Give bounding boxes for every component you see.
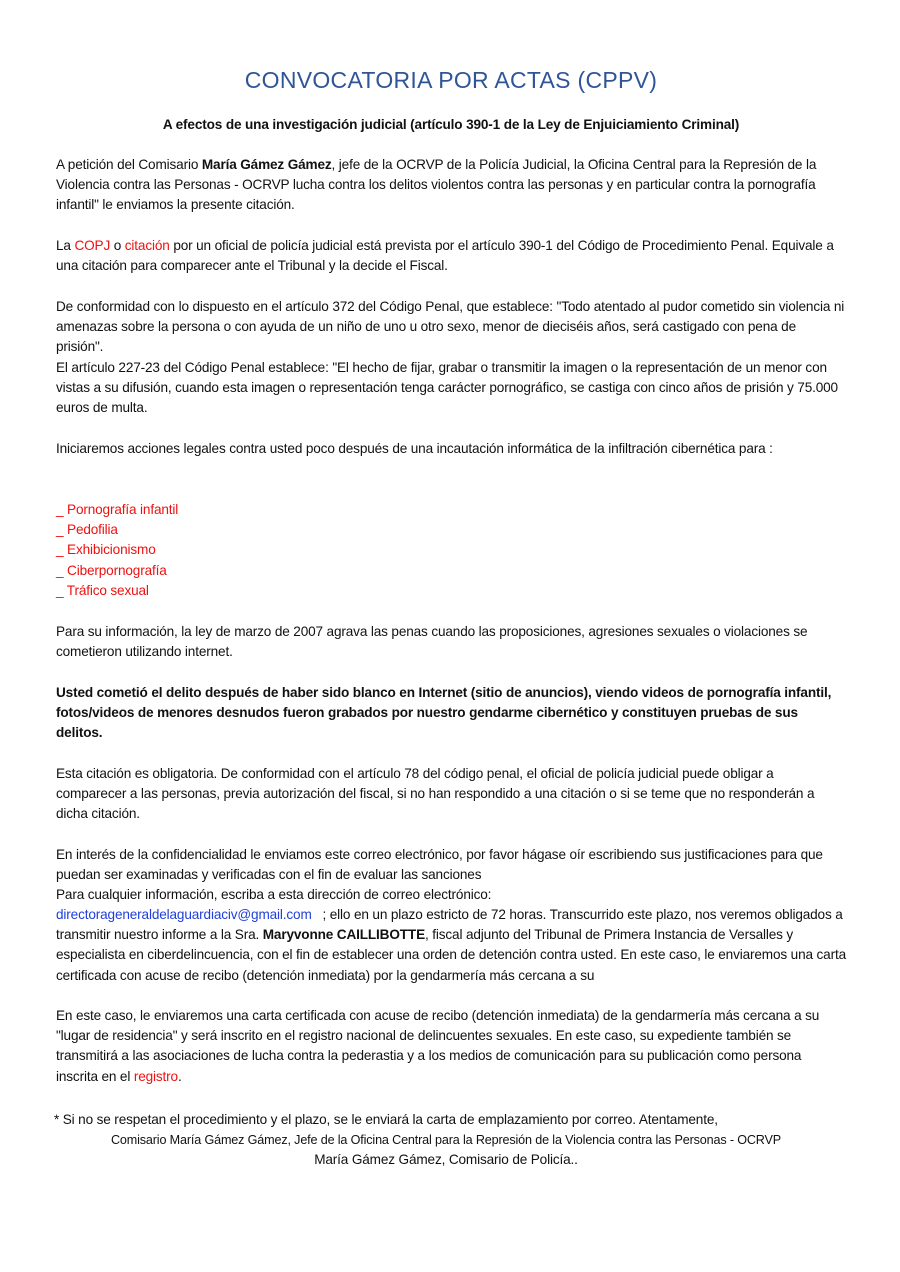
charge-item: _ Pedofilia <box>56 522 118 538</box>
paragraph-contact-info: Para cualquier información, escriba a esta dirección de correo electrónico: <box>56 887 492 902</box>
paragraph-confidentiality: En interés de la confidencialidad le enviamos este correo electrónico, por favor hágase oír escribiendo sus justificaciones para que puedan ser examinadas y verificadas con el fin de evaluar las sanciones <box>56 847 823 883</box>
paragraph-legal-actions: Iniciaremos acciones legales contra usted poco después de una incautación informática de la infiltración cibernética para : <box>56 441 773 456</box>
footer-signature-name: María Gámez Gámez, Comisario de Policía.. <box>314 1152 578 1167</box>
p8c-post1: ; ello en un plazo estricto de 72 horas. Transcurrido este plazo, nos veremos obligados a transmitir nuestro informe a la Sra. <box>56 907 847 943</box>
paragraph-request <box>56 155 846 216</box>
paragraph-deadline <box>56 905 846 986</box>
p1-pre: A petición del Comisario <box>56 157 202 172</box>
paragraph-accusation: Usted cometió el delito después de haber sido blanco en Internet (sitio de anuncios), viendo videos de pornografía infantil, fotos/videos de menores desnudos fueron grabados por nuestro gendarme cibernético y constituyen pruebas de sus delitos. <box>56 685 832 741</box>
prosecutor-name: Maryvonne CAILLIBOTTE <box>262 927 426 943</box>
paragraph-article-372: De conformidad con lo dispuesto en el artículo 372 del Código Penal, que establece: "Todo atentado al pudor cometido sin violencia ni amenazas sobre la persona o con ayuda de un niño de uno u otro sexo, menor de dieciséis años, será castigado con pena de prisión". <box>56 299 845 355</box>
p2-post: por un oficial de policía judicial está prevista por el artículo 390-1 del Código de Procedimiento Penal. Equivale a una citación para comparecer ante el Tribunal y la decide el Fiscal. <box>56 238 834 274</box>
footer-notice: * Si no se respetan el procedimiento y el plazo, se le enviará la carta de emplazamiento por correo. Atentamente, <box>54 1112 718 1127</box>
charge-item: _ Ciberpornografía <box>56 562 167 578</box>
p9-pre: En este caso, le enviaremos una carta certificada con acuse de recibo (detención inmediata) de la gendarmería más cercana a su "lugar de residencia" y será inscrito en el registro nacional de delincuentes sexuales. En este caso, su expediente también se transmitirá a las asociaciones de lucha contra la pederastia y a los medios de comunicación para su publicación como persona inscrita en el <box>56 1008 820 1084</box>
p1-post: , jefe de la OCRVP de la Policía Judicial, la Oficina Central para la Represión de la Violencia contra las Personas - OCRVP lucha contra los delitos violentos contra las personas y en particular contra la pornografía infantil" le enviamos la presente citación. <box>56 157 817 213</box>
p9-post: . <box>177 1068 182 1084</box>
document-subtitle: A efectos de una investigación judicial (artículo 390-1 de la Ley de Enjuiciamiento Criminal) <box>162 117 740 132</box>
registro-link[interactable]: registro <box>133 1068 178 1084</box>
p8c-post2: , fiscal adjunto del Tribunal de Primera Instancia de Versalles y especialista en ciberdelincuencia, con el fin de establecer una orden de detención contra usted. En este caso, le enviaremos una carta certificada con acuse de recibo (detención inmediata) por la gendarmería más cercana a su <box>56 927 846 983</box>
charge-item: _ Pornografía infantil <box>56 502 179 517</box>
footer-signature-title: Comisario María Gámez Gámez, Jefe de la Oficina Central para la Represión de la Violencia contra las Personas - OCRVP <box>110 1133 782 1147</box>
paragraph-registry <box>56 1006 846 1087</box>
charge-item: _ Exhibicionismo <box>56 542 156 558</box>
paragraph-copj <box>56 236 846 276</box>
copj-link[interactable]: COPJ <box>74 238 111 253</box>
document-title: CONVOCATORIA POR ACTAS (CPPV) <box>244 67 658 93</box>
commissioner-name: María Gámez Gámez <box>201 157 332 172</box>
p2-pre: La <box>56 238 75 253</box>
paragraph-law-2007: Para su información, la ley de marzo de 2007 agrava las penas cuando las proposiciones, agresiones sexuales o violaciones se cometieron utilizando internet. <box>56 624 808 660</box>
citacion-link[interactable]: citación <box>124 238 170 253</box>
charge-item: _ Tráfico sexual <box>56 582 149 598</box>
p2-mid: o <box>110 238 125 253</box>
charges-list <box>56 500 178 601</box>
paragraph-mandatory: Esta citación es obligatoria. De conformidad con el artículo 78 del código penal, el oficial de policía judicial puede obligar a comparecer a las personas, previa autorización del fiscal, si no han respondido a una citación o si se teme que no responderán a dicha citación. <box>56 766 815 822</box>
email-link[interactable]: directorageneraldelaguardiaciv@gmail.com <box>56 907 312 922</box>
paragraph-article-227: El artículo 227-23 del Código Penal establece: "El hecho de fijar, grabar o transmitir la imagen o la representación de un menor con vistas a su difusión, cuando esta imagen o representación tenga carácter pornográfico, se castiga con cinco años de prisión y 75.000 euros de multa. <box>56 360 838 416</box>
